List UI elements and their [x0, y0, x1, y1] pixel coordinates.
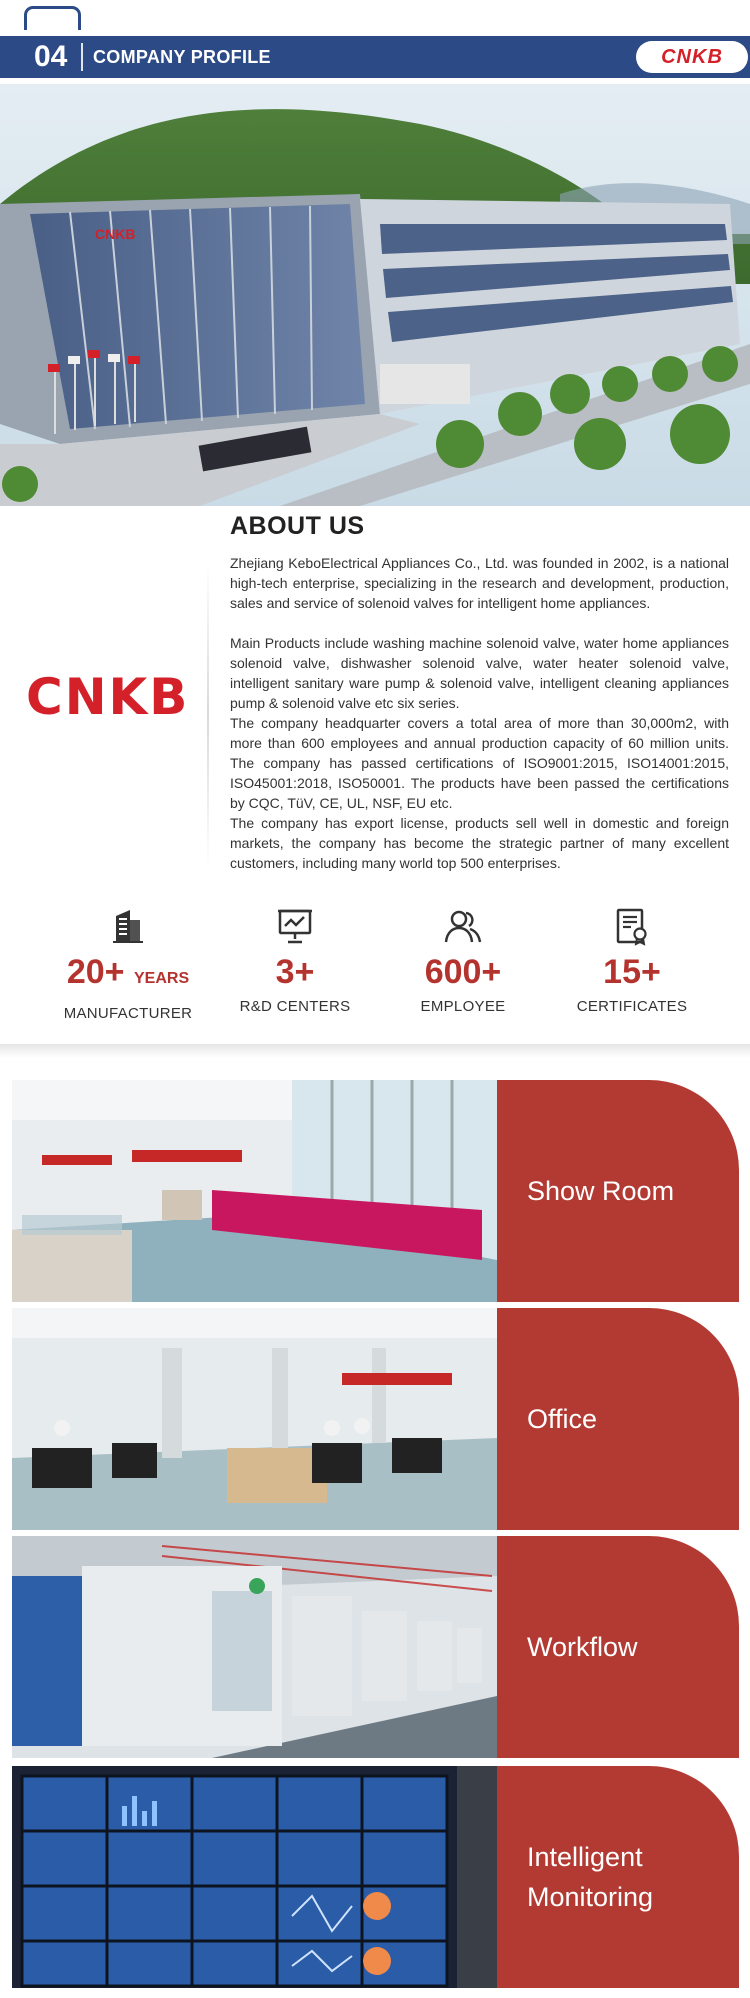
- office-photo: [12, 1308, 497, 1530]
- vertical-divider: [207, 560, 209, 870]
- building-illustration: [0, 84, 750, 506]
- stat-value: 20+: [66, 953, 125, 991]
- stat-suffix: YEARS: [134, 970, 190, 987]
- panel-label: Intelligent Monitoring: [527, 1842, 654, 1912]
- panel-show-room: [12, 1080, 739, 1302]
- top-tab-decoration: [24, 6, 81, 30]
- panel-label-box: [497, 1308, 739, 1530]
- about-paragraph: Zhejiang KeboElectrical Appliances Co., Ltd. was founded in 2002, is a national high-tech enterprise, specializing in the research and development, production, sales and service of solenoid valves for intelligent home appliances.: [230, 555, 729, 611]
- stat-years: [43, 906, 213, 1022]
- workflow-photo: [12, 1536, 497, 1758]
- panel-workflow: [12, 1536, 739, 1758]
- certificate-icon: [612, 906, 652, 946]
- header-bar: [0, 36, 750, 78]
- stat-label: CERTIFICATES: [576, 998, 688, 1015]
- panel-label-box: [497, 1766, 739, 1988]
- section-title: COMPANY PROFILE: [93, 47, 271, 67]
- stat-label: MANUFACTURER: [63, 1005, 193, 1022]
- section-number: 04: [34, 40, 68, 73]
- stat-value-container: [43, 954, 213, 997]
- section-divider-shadow: [0, 1044, 750, 1058]
- panel-label: Office: [527, 1404, 598, 1434]
- hero-building-photo: [0, 84, 750, 506]
- building-icon: [108, 906, 148, 946]
- show-room-photo: [12, 1080, 497, 1302]
- stat-value: 3+: [275, 953, 315, 991]
- stat-label: EMPLOYEE: [420, 998, 506, 1015]
- stat-rd-centers: [210, 906, 380, 1015]
- stat-label: R&D CENTERS: [239, 998, 351, 1015]
- panel-label: Workflow: [527, 1632, 638, 1662]
- about-paragraph: The company has export license, products sell well in domestic and foreign markets, the company has become the strategic partner of many excellent customers, including many world top 500 enterprises.: [230, 815, 729, 871]
- company-logo: CNKB: [26, 668, 190, 726]
- panel-office: [12, 1308, 739, 1530]
- header-logo: [636, 41, 748, 73]
- about-paragraph: The company headquarter covers a total area of more than 30,000m2, with more than 600 employees and annual production capacity of 60 million units. The company has passed certifications of ISO9001:2015, ISO14001:2015, ISO45001:2018, ISO50001. The products have been passed the certifications by CQC, TüV, CE, UL, NSF, EU etc.: [230, 715, 729, 811]
- svg-text:CNKB: CNKB: [95, 226, 136, 242]
- panel-label-box: [497, 1080, 739, 1302]
- stat-employees: [378, 906, 548, 1015]
- header-logo-text: CNKB: [661, 45, 723, 68]
- header-divider: [81, 43, 83, 71]
- presentation-chart-icon: [275, 906, 315, 946]
- monitoring-photo: [12, 1766, 497, 1988]
- about-paragraph: Main Products include washing machine solenoid valve, water home appliances solenoid valve, dishwasher solenoid valve, water heater solenoid valve, intelligent sanitary ware pump & solenoid valve, intelligent cleaning appliances pump & solenoid valve etc six series.: [230, 635, 729, 711]
- panel-label-box: [497, 1536, 739, 1758]
- stat-value: 15+: [603, 953, 661, 991]
- panel-intelligent-monitoring: [12, 1766, 739, 1988]
- panel-label: Show Room: [527, 1176, 675, 1206]
- about-title: ABOUT US: [230, 512, 365, 540]
- stat-certificates: [547, 906, 717, 1015]
- people-icon: [443, 906, 483, 946]
- stat-value: 600+: [424, 953, 502, 991]
